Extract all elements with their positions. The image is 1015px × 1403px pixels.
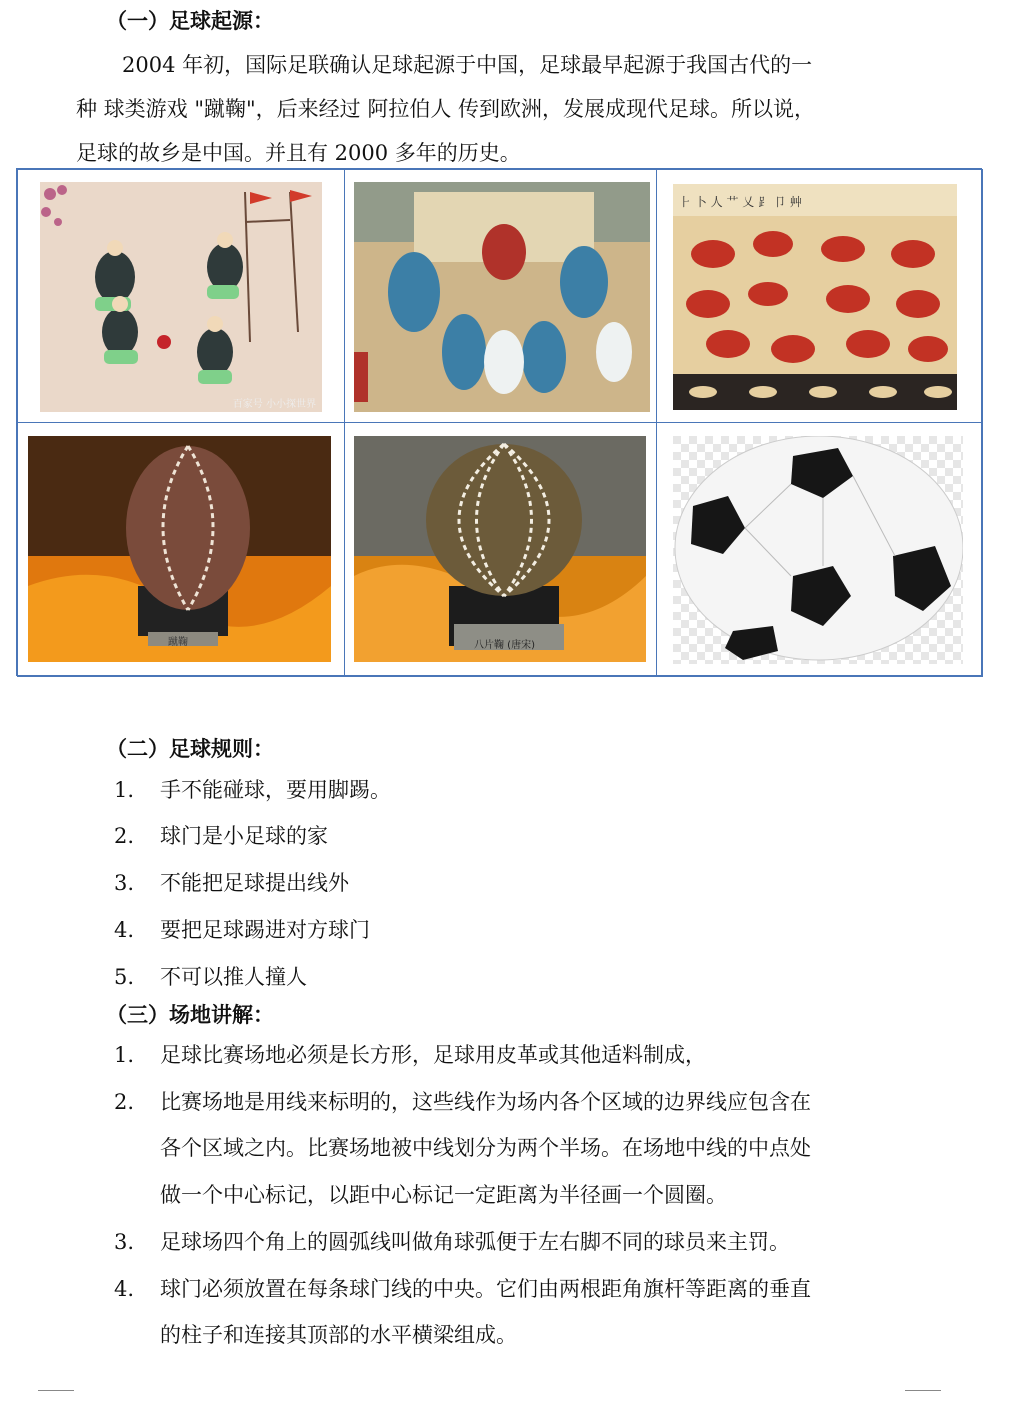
rules-item-5-number: 5. bbox=[114, 965, 135, 989]
rules-item-3: 不能把足球提出线外 bbox=[160, 871, 349, 895]
field-item-2-number: 2. bbox=[114, 1090, 135, 1114]
ancient-cuju-ball-photo bbox=[28, 436, 331, 662]
origin-paragraph-line-2: 种 球类游戏 "蹴鞠"，后来经过 阿拉伯人 传到欧洲，发展成现代足球。所以说， bbox=[76, 97, 816, 121]
modern-football-photo bbox=[673, 436, 963, 664]
ball-label-eight-panel: 八片鞠 (唐宋) bbox=[474, 640, 535, 651]
rules-item-1-number: 1. bbox=[114, 778, 135, 802]
field-item-2-line-1: 比赛场地是用线来标明的，这些线作为场内各个区域的边界线应包含在 bbox=[160, 1090, 811, 1114]
image-caption-baijiahao: 百家号 小小探世界 bbox=[232, 399, 316, 410]
rules-item-2: 球门是小足球的家 bbox=[160, 824, 328, 848]
field-item-2-line-2: 各个区域之内。比赛场地被中线划分为两个半场。在场地中线的中点处 bbox=[160, 1136, 811, 1160]
field-item-4-number: 4. bbox=[114, 1277, 135, 1301]
rules-item-5: 不可以推人撞人 bbox=[160, 965, 307, 989]
origin-paragraph-line-1: 2004 年初，国际足联确认足球起源于中国，足球最早起源于我国古代的一 bbox=[122, 53, 813, 77]
origin-paragraph-line-3: 足球的故乡是中国。并且有 2000 多年的历史。 bbox=[76, 141, 521, 165]
rules-item-1: 手不能碰球，要用脚踢。 bbox=[160, 778, 391, 802]
section-heading-origin: （一）足球起源： bbox=[106, 8, 274, 33]
rules-item-2-number: 2. bbox=[114, 824, 135, 848]
field-item-4-line-2: 的柱子和连接其顶部的水平横梁组成。 bbox=[160, 1323, 517, 1347]
eight-panel-ball-photo bbox=[354, 436, 646, 662]
han-relief-red-figures bbox=[673, 184, 957, 410]
cuju-players-illustration bbox=[40, 182, 322, 412]
field-item-1-number: 1. bbox=[114, 1043, 135, 1067]
svg-text:⺊ 卜 ⼈ ⺾ 乂 ⻊ ⼙ 艸: ⺊ 卜 ⼈ ⺾ 乂 ⻊ ⼙ 艸 bbox=[679, 195, 802, 209]
section-heading-rules: （二）足球规则： bbox=[106, 736, 274, 761]
court-cuju-painting bbox=[354, 182, 650, 412]
rules-item-4: 要把足球踢进对方球门 bbox=[160, 918, 370, 942]
field-item-2-line-3: 做一个中心标记，以距中心标记一定距离为半径画一个圆圈。 bbox=[160, 1183, 727, 1207]
field-item-1-line-1: 足球比赛场地必须是长方形，足球用皮革或其他适料制成， bbox=[160, 1043, 706, 1067]
rules-item-3-number: 3. bbox=[114, 871, 135, 895]
rules-item-4-number: 4. bbox=[114, 918, 135, 942]
field-item-3-line-1: 足球场四个角上的圆弧线叫做角球弧便于左右脚不同的球员来主罚。 bbox=[160, 1230, 790, 1254]
ball-label-cuju: 蹴鞠 bbox=[168, 637, 188, 648]
field-item-3-number: 3. bbox=[114, 1230, 135, 1254]
field-item-4-line-1: 球门必须放置在每条球门线的中央。它们由两根距角旗杆等距离的垂直 bbox=[160, 1277, 811, 1301]
section-heading-field: （三）场地讲解： bbox=[106, 1002, 274, 1027]
